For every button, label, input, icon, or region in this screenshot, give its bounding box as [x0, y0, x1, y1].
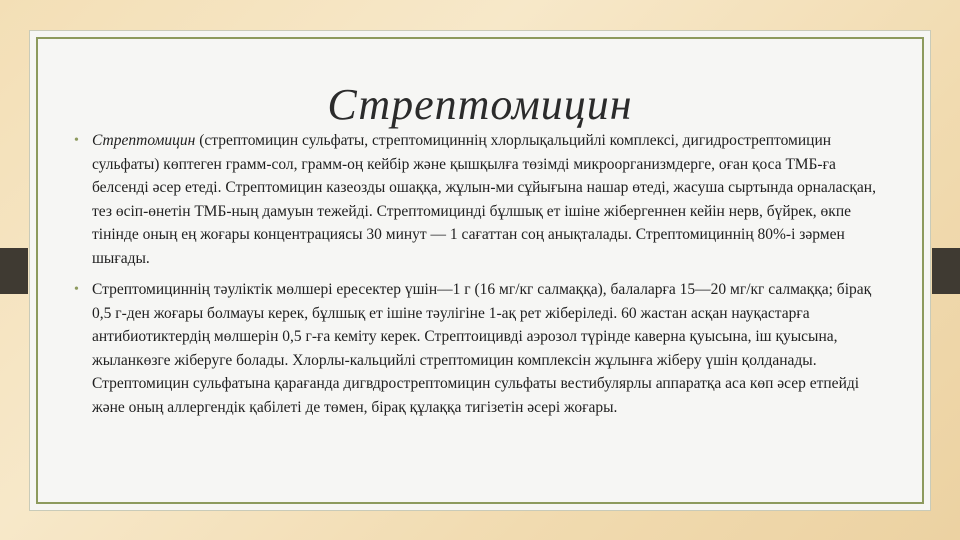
bullet-lead-term: Стрептомицин — [92, 132, 196, 149]
right-edge-tab — [932, 248, 960, 294]
bullet-icon: • — [74, 133, 79, 148]
bullet-text: Стрептомициннің тәуліктік мөлшері ересектер үшін—1 г (16 мг/кг салмаққа), балаларға 15—20 мг/кг салмаққа; бірақ 0,5 г-ден жоғары болмауы керек, бұлшық ет ішіне тәулігіне 1-ақ рет жіберіледі. 60 жастан асқан науқастарға антибиотиктердің мөлшерін 0,5 г-ға кеміту керек. Стрептоицивді аэрозол түрінде каверна қуысына, іш қуысына, жыланкөзге жіберуге болады. Хлорлы-кальцийлі стрептомицин комплексін жұлынға жіберу үшін қолданады. Стрептомицин сульфатына қарағанда дигвдрострептомицин сульфаты вестибулярлы аппаратқа аса көп әсер етпейді және оның аллергендік қабілеті де төмен, бірақ құлаққа тигізетін әсері жоғары. — [92, 281, 872, 416]
slide-frame — [36, 37, 924, 504]
left-edge-tab — [0, 248, 28, 294]
bullet-text: (стрептомицин сульфаты, стрептомициннің хлорлықальцийлі комплексі, дигидрострептомицин сульфаты) көптеген грамм-сол, грамм-оң кейбір және қышқылға төзімді микроорганизмдерге, оған қоса ТМБ-ға белсенді әсер етеді. Стрептомицин казеозды ошаққа, жұлын-ми сұйығына нашар өтеді, жасуша сыртында орналасқан, тез өсіп-өнетін ТМБ-ның дамуын тежейді. Стрептомицинді бұлшық ет ішіне жібергеннен кейін нерв, бүйрек, өкпе тінінде оның ең жоғары концентрациясы 30 минут — 1 сағаттан соң анықталады. Стрептомициннің 80%-і зәрмен шығады. — [92, 132, 876, 267]
bullet-paragraph-1 — [74, 129, 894, 270]
bullet-paragraph-2 — [74, 278, 894, 419]
slide-title: Стрептомицин — [327, 80, 633, 129]
slide-body — [74, 129, 894, 427]
bullet-icon: • — [74, 282, 79, 297]
